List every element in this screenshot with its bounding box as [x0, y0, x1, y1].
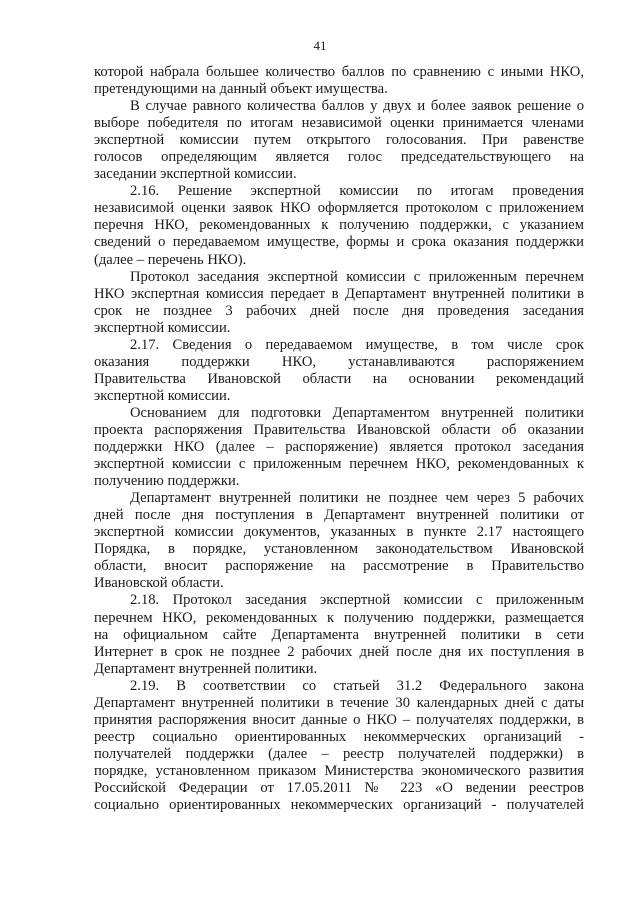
paragraph-p2	[94, 98, 584, 183]
text-line: сведений о передаваемом имуществе, формы и срока оказания поддержки	[94, 234, 584, 251]
text-line: В случае равного количества баллов у двух и более заявок решение о	[130, 98, 584, 115]
text-line: которой набрала большее количество баллов по сравнению с иными НКО,	[94, 64, 584, 80]
text-line: экспертной комиссии документов, указанных в пункте 2.17 настоящего	[94, 524, 584, 541]
text-line: принятия распоряжения вносит данные о НКО – получателях поддержки, в	[94, 711, 584, 728]
text-line: Протокол заседания экспертной комиссии с приложенным перечнем	[130, 268, 584, 285]
text-line: 2.17. Сведения о передаваемом имуществе, в том числе срок	[130, 336, 584, 353]
paragraph-p3	[94, 183, 584, 268]
text-line: получателей поддержки (далее – реестр получателей поддержки) в	[94, 745, 584, 762]
paragraph-p7	[94, 490, 584, 592]
text-line: области, вносит распоряжение на рассмотрение в Правительство	[94, 558, 584, 575]
text-line: Департамент внутренней политики не позднее чем через 5 рабочих	[130, 490, 584, 507]
text-line: реестр социально ориентированных некоммерческих организаций -	[94, 728, 584, 745]
text-line: заседании экспертной комиссии.	[94, 166, 297, 183]
text-line: Интернет в срок не позднее 2 рабочих дней после дня их поступления в	[94, 643, 584, 660]
text-line: перечнем НКО, рекомендованных к получению поддержки, размещается	[94, 609, 584, 626]
text-line: Департамент внутренней политики в течение 30 календарных дней с даты	[94, 694, 584, 711]
text-line: экспертной комиссии.	[94, 319, 231, 336]
text-line: претендующими на данный объект имущества.	[94, 81, 388, 98]
text-line: 2.18. Протокол заседания экспертной комиссии с приложенным	[130, 592, 584, 609]
text-line: выборе победителя по итогам независимой оценки принимается членами	[94, 115, 584, 132]
paragraph-p5	[94, 337, 584, 405]
paragraph-p8	[94, 592, 584, 677]
text-line: Основанием для подготовки Департаментом внутренней политики	[130, 404, 584, 421]
text-line: оказания поддержки НКО, устанавливаются распоряжением	[94, 353, 584, 370]
text-line: Департамент внутренней политики.	[94, 660, 318, 677]
text-line: экспертной комиссии путем открытого голосования. При равенстве	[94, 132, 584, 149]
paragraph-p9	[94, 678, 584, 814]
text-line: независимой оценки заявок НКО оформляется протоколом с приложением	[94, 200, 584, 217]
text-line: социально ориентированных некоммерческих организаций - получателей	[94, 797, 584, 814]
text-line: Ивановской области.	[94, 575, 224, 592]
text-line: 2.16. Решение экспертной комиссии по итогам проведения	[130, 183, 584, 200]
text-line: (далее – перечень НКО).	[94, 251, 247, 268]
paragraph-p6	[94, 405, 584, 490]
text-line: экспертной комиссии с приложенным перечнем НКО, рекомендованных к	[94, 456, 584, 473]
text-line: поддержки НКО (далее – распоряжение) является протокол заседания	[94, 439, 584, 456]
text-line: экспертной комиссии.	[94, 387, 231, 404]
text-line: Российской Федерации от 17.05.2011 № 223 «О ведении реестров	[94, 779, 584, 796]
text-line: проекта распоряжения Правительства Ивановской области об оказании	[94, 421, 584, 438]
text-line: Порядка, в порядке, установленном законодательством Ивановской	[94, 541, 584, 558]
text-line: НКО экспертная комиссия передает в Департамент внутренней политики в	[94, 285, 584, 302]
text-line: голосов определяющим является голос председательствующего на	[94, 149, 584, 166]
text-line: срок не позднее 3 рабочих дней после дня проведения заседания	[94, 302, 584, 319]
text-line: Правительства Ивановской области на основании рекомендаций	[94, 370, 584, 387]
paragraph-p4	[94, 269, 584, 337]
text-line: порядке, установленном приказом Министерства экономического развития	[94, 762, 584, 779]
page-number: 41	[313, 38, 327, 53]
text-line: 2.19. В соответствии со статьей 31.2 Федерального закона	[130, 677, 584, 694]
text-line: перечня НКО, рекомендованных к получению поддержки, с указанием	[94, 217, 584, 234]
text-line: на официальном сайте Департамента внутренней политики в сети	[94, 626, 584, 643]
text-line: получению поддержки.	[94, 473, 240, 490]
paragraph-p1	[94, 64, 584, 98]
text-line: дней после дня поступления в Департамент внутренней политики от	[94, 507, 584, 524]
document-body	[94, 64, 584, 814]
